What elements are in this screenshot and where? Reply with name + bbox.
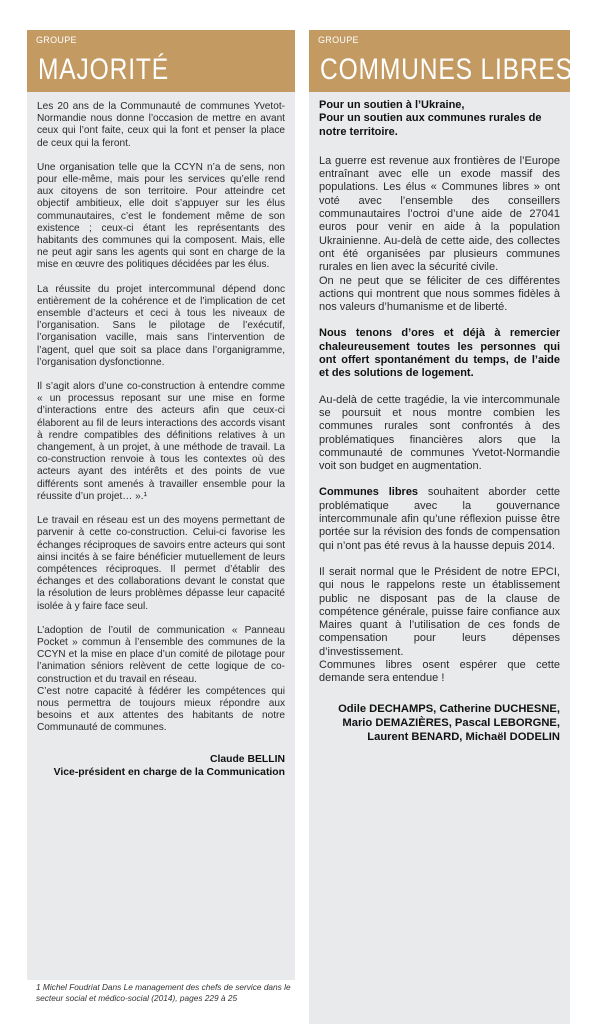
paragraph — [319, 486, 560, 552]
communes-libres-body — [309, 92, 570, 744]
paragraph: Le travail en réseau est un des moyens permettant de parvenir à cette co-construction. Celui-ci favorise les échanges réciproques de savoirs entre acteurs qui sont ainsi incités à se faire bénéficier mutuellement de leurs compétences réciproques. Il permet d’établir des échanges et des collaborations devant le constat que la résolution de leurs problèmes dépasse leur capacité isolée à y faire face seul. — [37, 515, 286, 612]
communes-libres-column — [309, 30, 589, 1024]
group-name-inline: Communes libres — [319, 486, 419, 499]
paragraph — [319, 327, 560, 380]
paragraph: Il serait normal que le Président de notre EPCI, qui nous le rappelons reste un établissement public ne disposant pas de la clause de compétence générale, puisse faire confiance aux Maires quant à l’utilisation de ces fonds de compensation pour leurs dépenses d’investissement. Communes libres osent espérer que cette demande sera entendue ! — [319, 565, 560, 685]
signatures: Odile DECHAMPS, Catherine DUCHESNE, Mario DEMAZIÈRES, Pascal LEBORGNE, Laurent BENARD, Michaël DODELIN — [338, 702, 560, 743]
signature-role: Vice-président en charge de la Communication — [53, 766, 285, 778]
lead-paragraph — [319, 99, 560, 139]
majorite-header — [27, 30, 295, 92]
group-title: COMMUNES LIBRES ! — [320, 53, 589, 86]
paragraph: Au-delà de cette tragédie, la vie intercommunale se poursuit et nous montre combien les communes rurales sont confrontés à des problématiques financières alors que la communauté de communes Yvetot-Normandie voit son budget en augmentation. — [319, 393, 560, 473]
paragraph: La réussite du projet intercommunal dépend donc entièrement de la cohérence et de l’implication de cet ensemble d’acteurs et ceci à tous les niveaux de l’organisation. Sans le pilotage de l’exécutif, l’organisation vacille, mais sans l’intervention de l’agent, quel que soit sa place dans l’organigramme, l’organisation dysfonctionne. — [37, 283, 285, 368]
group-kicker: GROUPE — [318, 35, 359, 45]
paragraph: L’adoption de l’outil de communication « Panneau Pocket » commun à l’ensemble des communes de la CCYN et la mise en place d’un comité de pilotage pour l’animation séniors relèvent de cette logique de co-construction et du travail en réseau. C’est notre capacité à fédérer les compétences qui nous permettra de toujours mieux répondre aux besoins et aux attentes des habitants de notre Communauté de communes. — [37, 624, 285, 734]
paragraph-text: souhaitent aborder cette problématique avec la gouvernance intercommunale afin qu’une réflexion puisse être portée sur la révision des fonds de compensation qui n’ont pas été revus à la hausse depuis 2014. — [319, 486, 560, 552]
paragraph: Les 20 ans de la Communauté de communes Yvetot-Normandie nous donne l’occasion de mettre en avant ceux qui l’ont faite, ceux qui la font et penser la place de ceux qui la feront. — [37, 101, 285, 149]
group-kicker: GROUPE — [36, 35, 77, 45]
majorite-body — [27, 92, 295, 779]
paragraph: La guerre est revenue aux frontières de l’Europe entraînant avec elle un exode massif des populations. Les élus « Communes libres » ont voté avec l’ensemble des conseillers communautaires l’octroi d’une aide de 27041 euros pour venir en aide à la population Ukrainienne. Au-delà de cette aide, des collectes ont été organisées par plusieurs communes rurales en lien avec la sécurité civile. On ne peut que se féliciter de ces différentes actions qui montrent que nous sommes fidèles à nos valeurs d’humanisme et de liberté. — [319, 154, 560, 314]
lead-text: Pour un soutien à l’Ukraine, Pour un soutien aux communes rurales de notre territoire. — [319, 99, 542, 138]
signature — [37, 753, 285, 779]
paragraph: Une organisation telle que la CCYN n’a de sens, non pour elle-même, mais pour les services qu’elle rend aux citoyens de son territoire. Pour atteindre cet objectif ambitieux, elle doit s’appuyer sur les élus communautaires, c’est le fondement même de son existence ; ceux-ci étant les représentants des habitants des communes qui la composent. Mais, elle ne peut agir sans les agents qui sont en charge de la mise en œuvre des politiques décidées par les élus. — [37, 161, 285, 271]
communes-libres-header — [309, 30, 589, 92]
group-title: MAJORITÉ — [38, 53, 169, 86]
signature-name: Claude BELLIN — [209, 753, 285, 765]
paragraph: Il s’agit alors d’une co-construction à entendre comme « un processus reposant sur une mise en forme d’interactions entre des acteurs afin que ceux-ci élaborent au fil de leurs interactions des accords visant à rendre compatibles des définitions relatives à un changement, à un projet, à une méthode de travail. La co-construction renvoie à tous les contextes où des acteurs ayant des intérêts et des points de vue différents sont amenés à travailler ensemble pour la réussite d’un projet… ».¹ — [37, 381, 285, 502]
footnote: 1 Michel Foudriat Dans Le management des chefs de service dans le secteur social et médico-social (2014), pages 229 à 25 — [36, 982, 291, 1003]
majorite-column — [27, 30, 295, 980]
thanks-text: Nous tenons d’ores et déjà à remercier chaleureusement toutes les personnes qui ont offert spontanément du temps, de l’aide et des solutions de logement. — [319, 327, 560, 380]
